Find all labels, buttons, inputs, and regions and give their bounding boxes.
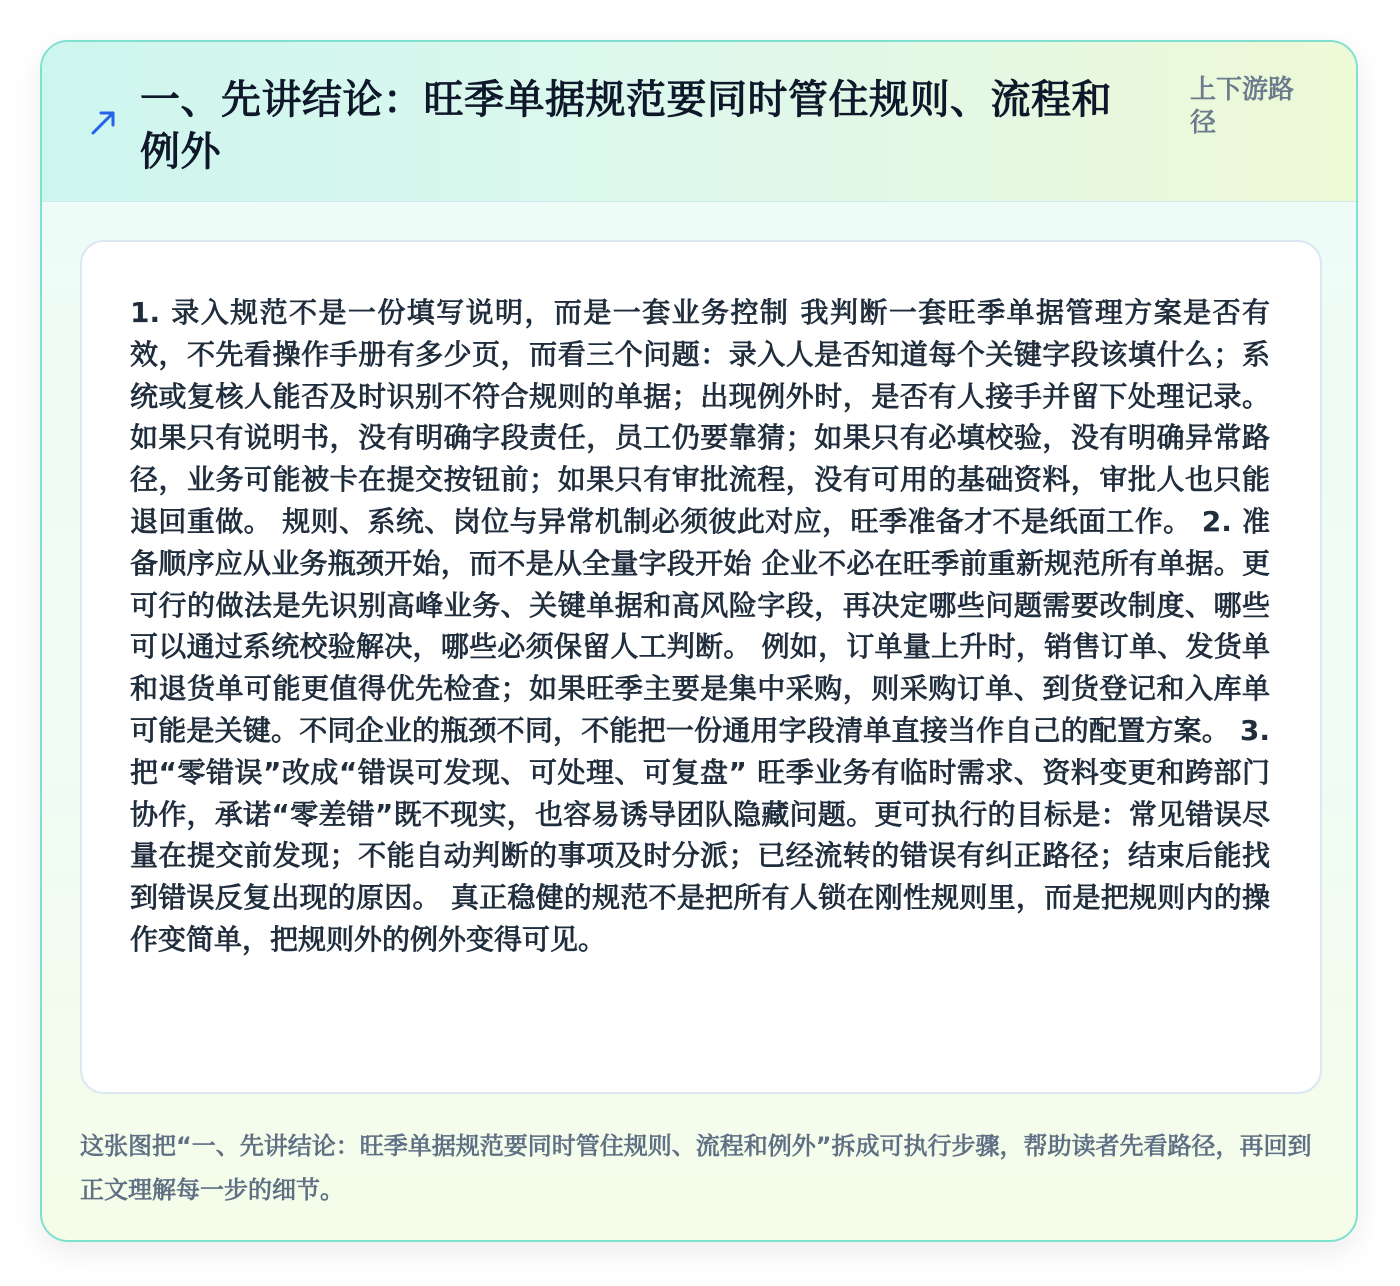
card-title: 一、先讲结论：旺季单据规范要同时管住规则、流程和例外	[140, 77, 1112, 175]
content-box	[80, 240, 1322, 1094]
figure-caption: 这张图把“一、先讲结论：旺季单据规范要同时管住规则、流程和例外”拆成可执行步骤，帮助读者先看路径，再回到正文理解每一步的细节。	[80, 1132, 1312, 1204]
arrow-up-right-icon	[88, 108, 118, 138]
card-header	[42, 42, 1356, 202]
header-tag: 上下游路径	[1190, 75, 1295, 138]
section-card	[40, 40, 1358, 1242]
body-text: 1. 录入规范不是一份填写说明，而是一套业务控制 我判断一套旺季单据管理方案是否有效，不先看操作手册有多少页，而看三个问题：录入人是否知道每个关键字段该填什么；系统或复核人能否及时识别不符合规则的单据；出现例外时，是否有人接手并留下处理记录。 如果只有说明书，没有明确字段责任，员工仍要靠猜；如果只有必填校验，没有明确异常路径，业务可能被卡在提交按钮前；如果只有审批流程，没有可用的基础资料，审批人也只能退回重做。 规则、系统、岗位与异常机制必须彼此对应，旺季准备才不是纸面工作。 2. 准备顺序应从业务瓶颈开始，而不是从全量字段开始 企业不必在旺季前重新规范所有单据。更可行的做法是先识别高峰业务、关键单据和高风险字段，再决定哪些问题需要改制度、哪些可以通过系统校验解决，哪些必须保留人工判断。 例如，订单量上升时，销售订单、发货单和退货单可能更值得优先检查；如果旺季主要是集中采购，则采购订单、到货登记和入库单可能是关键。不同企业的瓶颈不同，不能把一份通用字段清单直接当作自己的配置方案。 3. 把“零错误”改成“错误可发现、可处理、可复盘” 旺季业务有临时需求、资料变更和跨部门协作，承诺“零差错”既不现实，也容易诱导团队隐藏问题。更可执行的目标是：常见错误尽量在提交前发现；不能自动判断的事项及时分派；已经流转的错误有纠正路径；结束后能找到错误反复出现的原因。 真正稳健的规范不是把所有人锁在刚性规则里，而是把规则内的操作变简单，把规则外的例外变得可见。	[130, 296, 1270, 956]
